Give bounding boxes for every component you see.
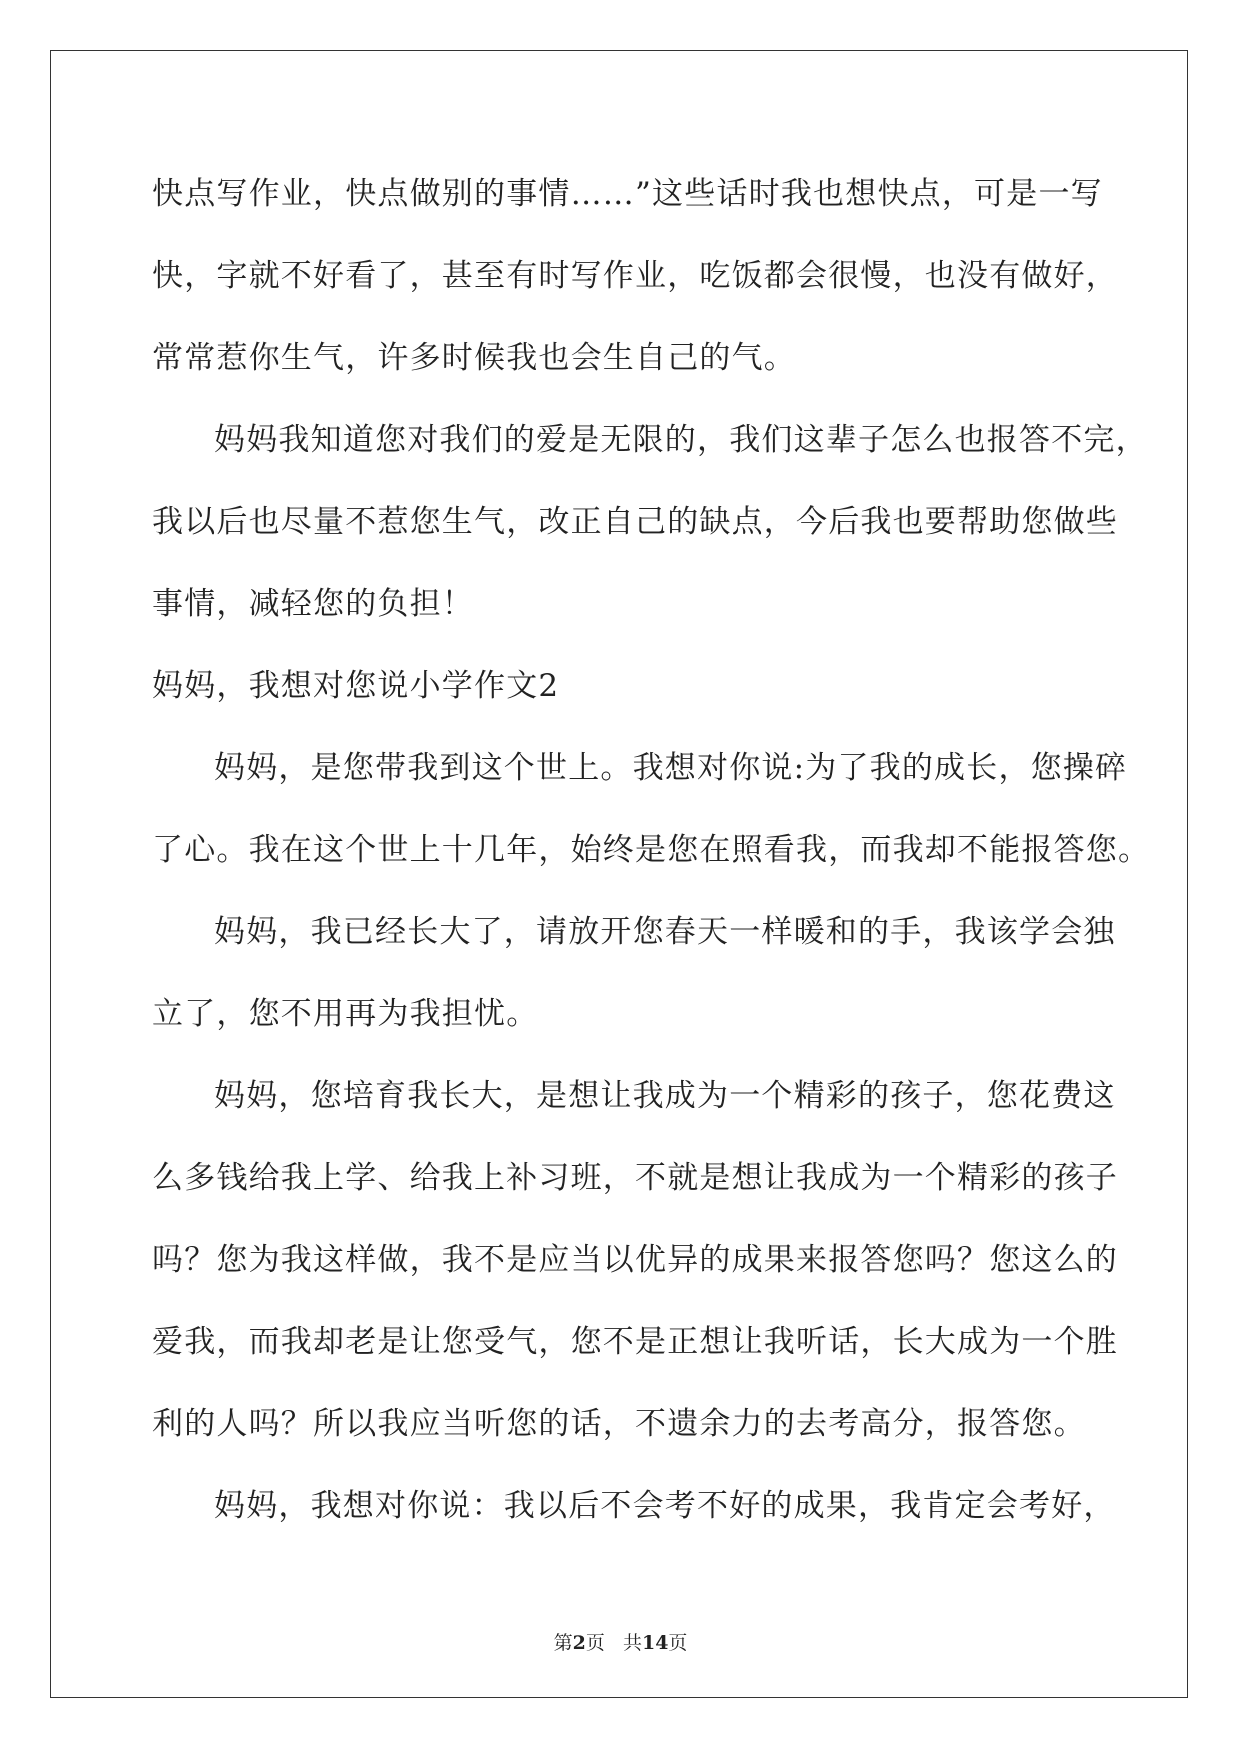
text-line: 立了，您不用再为我担忧。 xyxy=(152,996,539,1032)
text-line: 快，字就不好看了，甚至有时写作业，吃饭都会很慢，也没有做好， xyxy=(152,258,1118,294)
paragraph-start: 妈妈，我已经长大了，请放开您春天一样暖和的手，我该学会独 xyxy=(214,914,1116,950)
text-line: 吗？您为我这样做，我不是应当以优异的成果来报答您吗？您这么的 xyxy=(152,1242,1118,1278)
text-line: 常常惹你生气，许多时候我也会生自己的气。 xyxy=(152,340,796,376)
paragraph-start: 妈妈我知道您对我们的爱是无限的，我们这辈子怎么也报答不完， xyxy=(214,422,1148,458)
text-line: 快点写作业，快点做别的事情……”这些话时我也想快点，可是一写 xyxy=(152,176,1103,212)
section-heading: 妈妈，我想对您说小学作文2 xyxy=(152,668,560,704)
paragraph-start: 妈妈，我想对你说：我以后不会考不好的成果，我肯定会考好， xyxy=(214,1488,1116,1524)
text-line: 爱我，而我却老是让您受气，您不是正想让我听话，长大成为一个胜 xyxy=(152,1324,1118,1360)
text-line: 了心。我在这个世上十几年，始终是您在照看我，而我却不能报答您。 xyxy=(152,832,1151,868)
document-body xyxy=(152,166,1151,1560)
paragraph-start: 妈妈，您培育我长大，是想让我成为一个精彩的孩子，您花费这 xyxy=(214,1078,1116,1114)
footer-prefix: 第 xyxy=(553,1632,573,1654)
text-line: 利的人吗？所以我应当听您的话，不遗余力的去考高分，报答您。 xyxy=(152,1406,1086,1442)
paragraph-start: 妈妈，是您带我到这个世上。我想对你说:为了我的成长，您操碎 xyxy=(214,750,1128,786)
current-page-number: 2 xyxy=(572,1632,586,1654)
footer-total-suffix: 页 xyxy=(668,1632,688,1654)
text-line: 我以后也尽量不惹您生气，改正自己的缺点，今后我也要帮助您做些 xyxy=(152,504,1118,540)
text-line: 么多钱给我上学、给我上补习班，不就是想让我成为一个精彩的孩子 xyxy=(152,1160,1118,1196)
text-line: 事情，减轻您的负担！ xyxy=(152,586,474,622)
page-footer xyxy=(0,1628,1241,1655)
footer-page-suffix: 页 xyxy=(585,1632,605,1654)
total-page-count: 14 xyxy=(641,1632,669,1654)
footer-total-prefix: 共 xyxy=(622,1632,642,1654)
